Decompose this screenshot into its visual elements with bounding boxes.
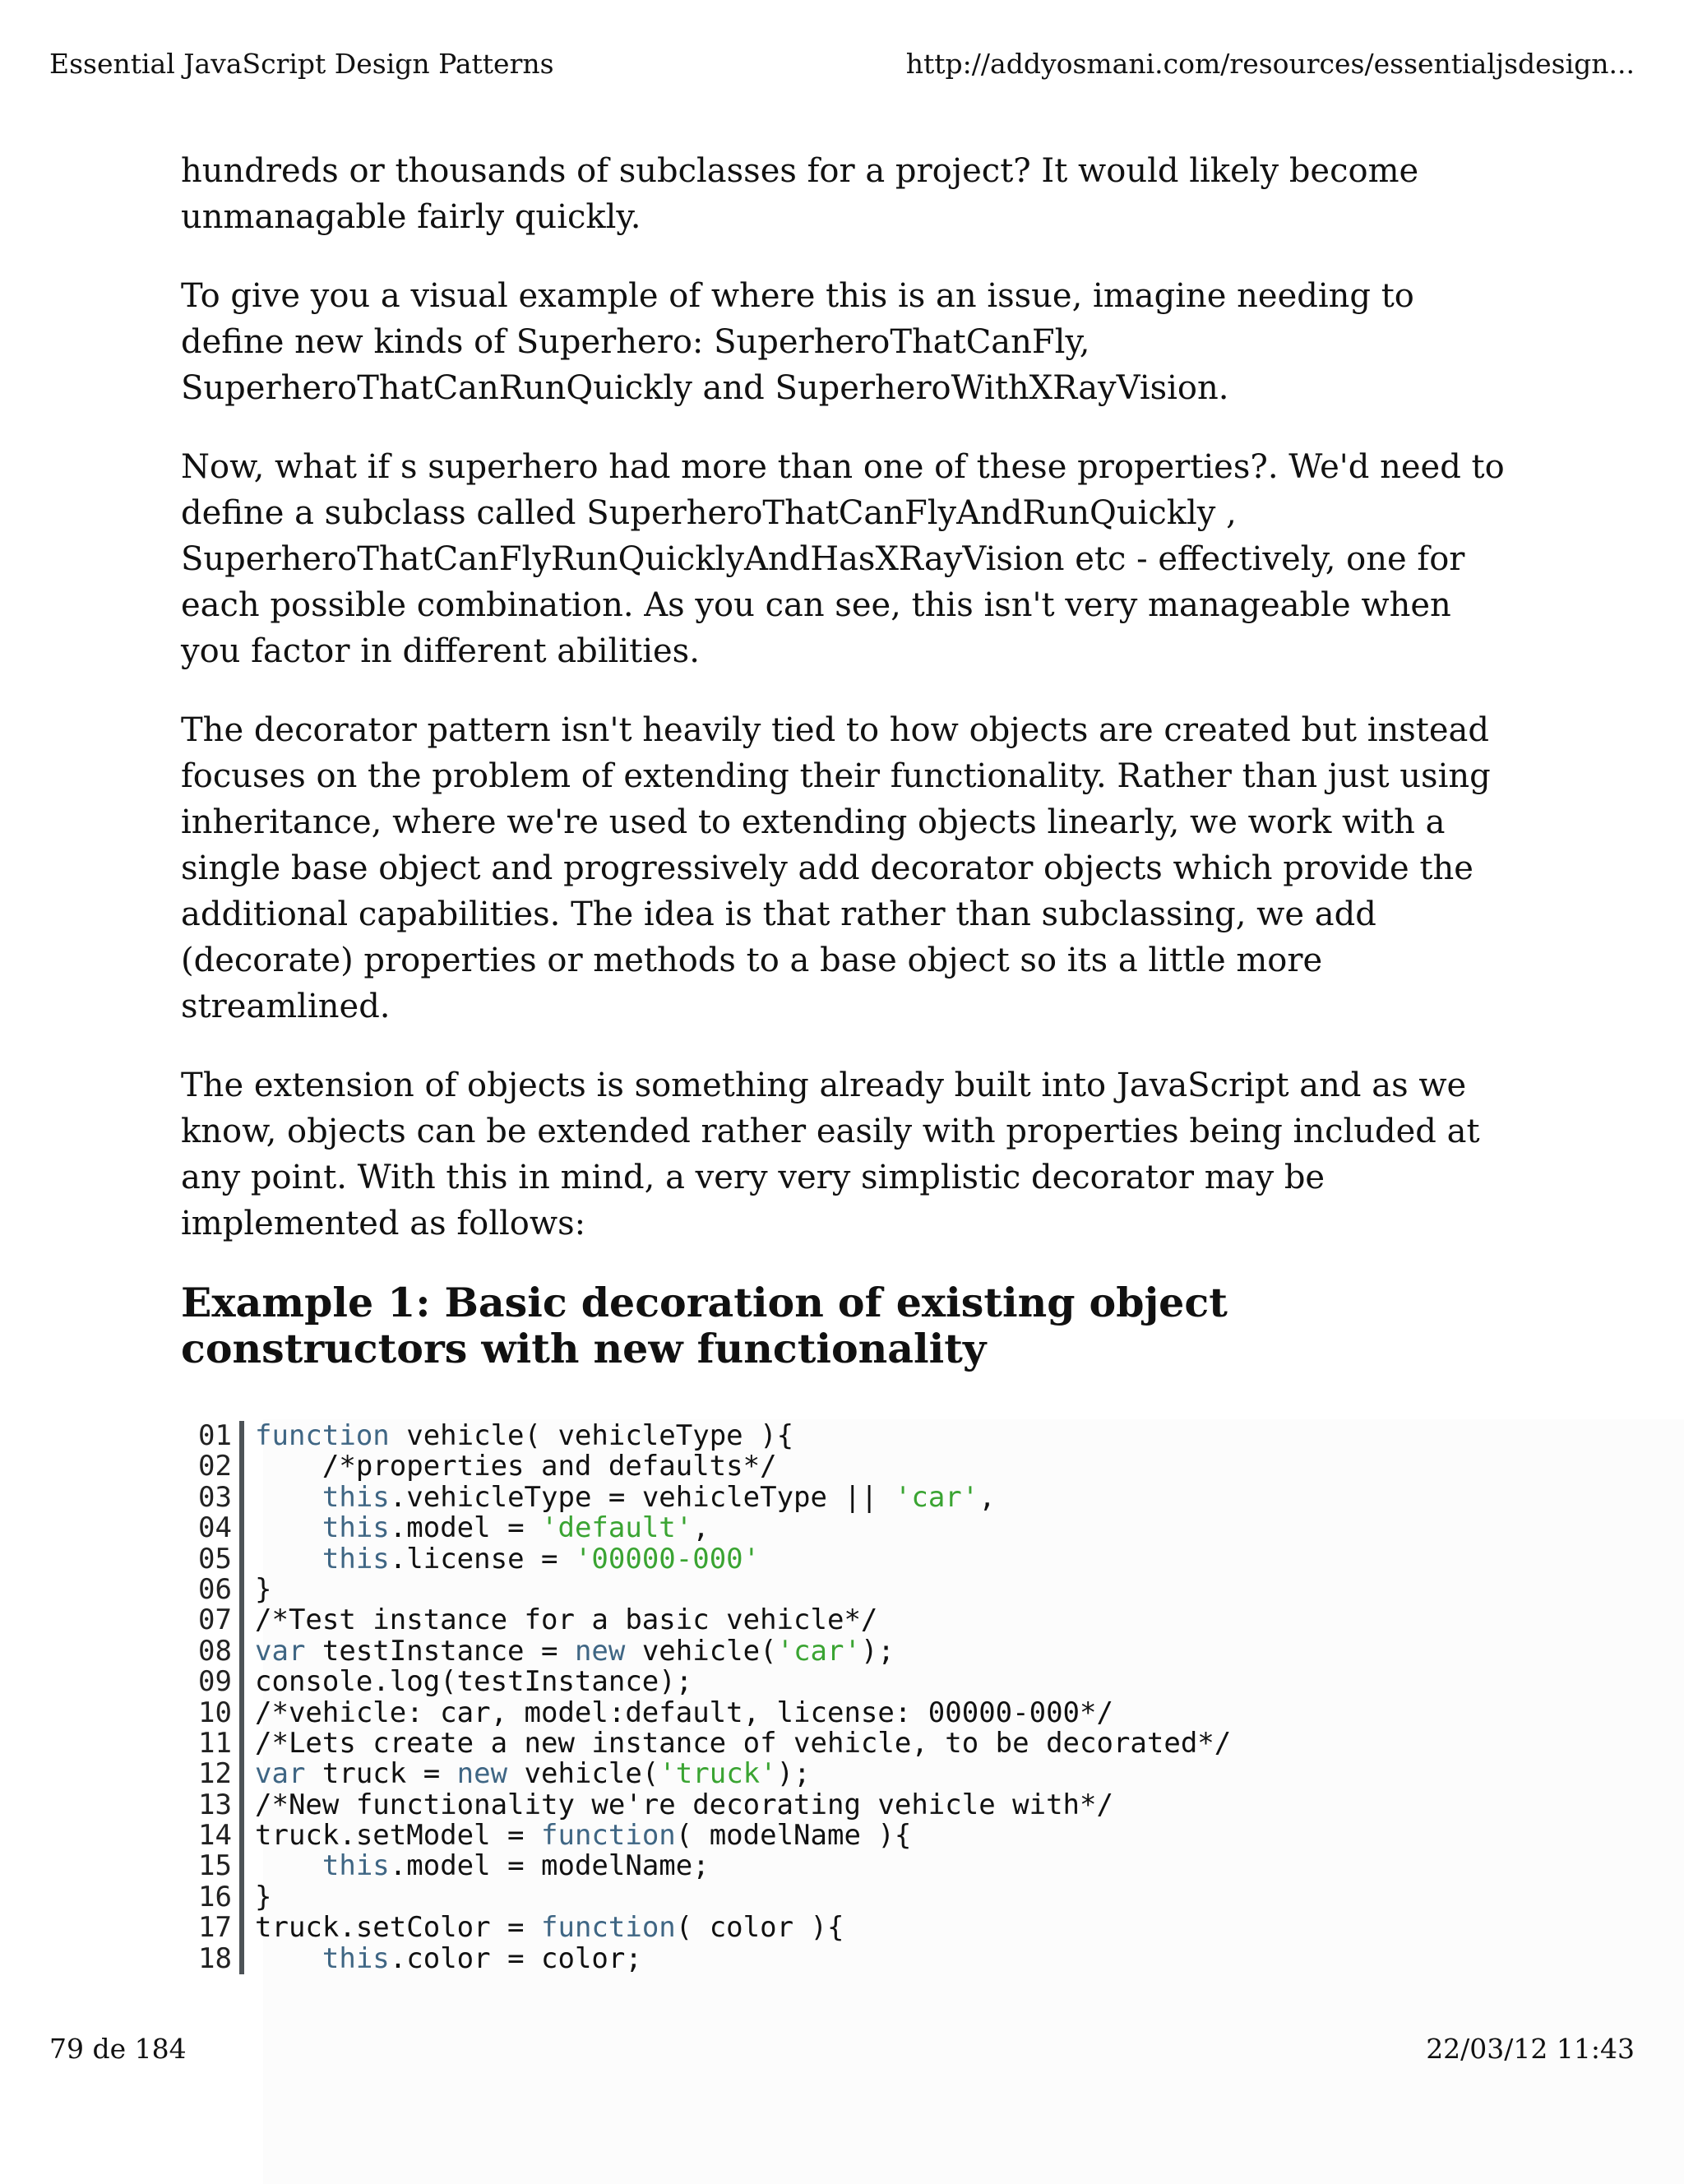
code-token: vehicle( vehicleType ){: [389, 1419, 794, 1452]
line-number: 16: [181, 1882, 244, 1913]
code-token: testInstance =: [305, 1634, 575, 1668]
line-number: 12: [181, 1759, 244, 1789]
code-text: [244, 1544, 760, 1575]
code-token: .license =: [389, 1542, 575, 1576]
line-number: 06: [181, 1575, 244, 1605]
code-text: [244, 1480, 996, 1514]
code-text: [244, 1913, 844, 1943]
code-token: }: [255, 1880, 272, 1913]
code-token: /*Lets create a new instance of vehicle, to be decorated*/: [255, 1726, 1232, 1760]
code-token: }: [255, 1572, 272, 1606]
line-number: 07: [181, 1605, 244, 1636]
line-number: 01: [181, 1421, 244, 1451]
code-text: [244, 1728, 1231, 1759]
code-token: console.log(testInstance);: [255, 1665, 693, 1699]
code-keyword: function: [541, 1819, 676, 1853]
code-line: [181, 1759, 1513, 1789]
line-number: 04: [181, 1513, 244, 1543]
line-number: 11: [181, 1728, 244, 1759]
code-line: [181, 1572, 1513, 1606]
code-string: 'car': [894, 1480, 979, 1514]
line-number: 18: [181, 1944, 244, 1974]
document-url[interactable]: http://addyosmani.com/resources/essentialjsdesign...: [905, 48, 1635, 80]
code-string: 'car': [776, 1634, 861, 1668]
code-text: [244, 1941, 642, 1975]
code-token: );: [776, 1757, 811, 1791]
code-keyword: this: [322, 1511, 390, 1545]
paragraph: To give you a visual example of where this is an issue, imagine needing to define new kinds of Superhero: SuperheroThatCanFly, SuperheroThatCanRunQuickly and SuperheroWithXRayVision.: [181, 277, 1414, 407]
code-text: [244, 1451, 777, 1482]
page-number: 79 de 184: [49, 2033, 187, 2065]
code-string: 'truck': [659, 1757, 777, 1791]
code-token: /*Test instance for a basic vehicle*/: [255, 1603, 878, 1637]
code-text: [244, 1882, 271, 1913]
code-line: [181, 1941, 1513, 1975]
code-keyword: var: [255, 1757, 306, 1791]
line-number: 03: [181, 1483, 244, 1513]
line-number: 10: [181, 1698, 244, 1728]
code-text: [244, 1698, 1113, 1728]
code-line: [181, 1790, 1513, 1821]
print-datetime: 22/03/12 11:43: [1426, 2033, 1635, 2065]
line-number: 14: [181, 1821, 244, 1851]
example-heading: Example 1: Basic decoration of existing object constructors with new functionality: [181, 1279, 1228, 1372]
code-keyword: this: [322, 1542, 390, 1576]
code-token: [255, 1543, 322, 1576]
code-line: [181, 1480, 1513, 1514]
document-title: Essential JavaScript Design Patterns: [49, 48, 554, 80]
code-line: [181, 1882, 1513, 1913]
code-token: truck =: [305, 1757, 457, 1791]
code-token: [255, 1481, 322, 1514]
code-token: [255, 1849, 322, 1882]
code-token: /*properties and defaults*/: [255, 1450, 777, 1483]
code-token: /*vehicle: car, model:default, license: 00000-000*/: [255, 1696, 1113, 1729]
code-line: [181, 1821, 1513, 1851]
page-footer: [49, 2033, 1635, 2074]
code-line: [181, 1728, 1513, 1759]
code-line: [181, 1698, 1513, 1728]
code-line: [181, 1421, 1513, 1451]
line-number: 02: [181, 1451, 244, 1482]
code-token: .model = modelName;: [389, 1849, 710, 1883]
code-text: [244, 1821, 911, 1851]
code-token: .vehicleType = vehicleType ||: [389, 1480, 895, 1514]
code-keyword: this: [322, 1480, 390, 1514]
paragraph: hundreds or thousands of subclasses for a project? It would likely become unmanagable fairly quickly.: [181, 152, 1419, 236]
paragraph: The decorator pattern isn't heavily tied to how objects are created but instead focuses on the problem of extending their functionality. Rather than just using inheritance, where we're used to extending objects linearly, we work with a single base object and progressively add decorator objects which provide the additional capabilities. The idea is that rather than subclassing, we add (decorate) properties or methods to a base object so its a little more streamlined.: [181, 711, 1491, 1025]
code-line: [181, 1451, 1513, 1482]
code-token: vehicle(: [507, 1757, 659, 1791]
code-text: [244, 1636, 895, 1667]
code-token: .color = color;: [389, 1941, 642, 1975]
code-token: ,: [978, 1480, 996, 1514]
code-text: [244, 1513, 710, 1543]
code-token: ,: [692, 1511, 710, 1545]
code-keyword: function: [255, 1419, 390, 1452]
paragraph: Now, what if s superhero had more than one of these properties?. We'd need to define a subclass called SuperheroThatCanFlyAndRunQuickly , SuperheroThatCanFlyRunQuicklyAndHasXRayVision etc - effectively, one for each possible combination. As you can see, this isn't very manageable when you factor in different abilities.: [181, 448, 1505, 670]
paragraph: The extension of objects is something already built into JavaScript and as we know, objects can be extended rather easily with properties being included at any point. With this in mind, a very very simplistic decorator may be implemented as follows:: [181, 1067, 1480, 1242]
code-block: [181, 1421, 1513, 1974]
code-token: /*New functionality we're decorating vehicle with*/: [255, 1788, 1113, 1821]
line-number: 08: [181, 1636, 244, 1667]
line-number: 17: [181, 1913, 244, 1943]
code-token: );: [860, 1634, 895, 1668]
code-line: [181, 1851, 1513, 1881]
code-token: .model =: [389, 1511, 542, 1545]
code-keyword: this: [322, 1849, 390, 1883]
code-line: [181, 1544, 1513, 1575]
code-keyword: new: [574, 1634, 626, 1668]
code-line: [181, 1913, 1513, 1943]
code-line: [181, 1636, 1513, 1667]
article-body: [181, 148, 1513, 1974]
code-token: truck.setColor =: [255, 1911, 541, 1945]
line-number: 05: [181, 1544, 244, 1575]
code-keyword: function: [541, 1911, 676, 1945]
code-keyword: new: [456, 1757, 508, 1791]
code-keyword: this: [322, 1941, 390, 1975]
code-line: [181, 1513, 1513, 1543]
line-number: 13: [181, 1790, 244, 1821]
code-text: [244, 1667, 692, 1697]
code-token: [255, 1511, 322, 1544]
code-token: truck.setModel =: [255, 1819, 541, 1853]
code-string: '00000-000': [574, 1542, 761, 1576]
code-listing: [181, 1421, 1513, 1974]
code-string: 'default': [541, 1511, 693, 1545]
page-header: [49, 48, 1635, 89]
code-text: [244, 1421, 793, 1451]
code-text: [244, 1759, 811, 1789]
code-keyword: var: [255, 1634, 306, 1668]
code-text: [244, 1851, 710, 1881]
code-line: [181, 1667, 1513, 1697]
code-token: vehicle(: [625, 1634, 777, 1668]
code-text: [244, 1572, 272, 1606]
code-token: ( modelName ){: [675, 1819, 912, 1853]
code-line: [181, 1605, 1513, 1636]
code-token: [255, 1942, 322, 1975]
code-token: ( color ){: [675, 1911, 844, 1945]
code-text: [244, 1790, 1113, 1821]
code-text: [244, 1605, 877, 1636]
line-number: 09: [181, 1667, 244, 1697]
line-number: 15: [181, 1851, 244, 1881]
